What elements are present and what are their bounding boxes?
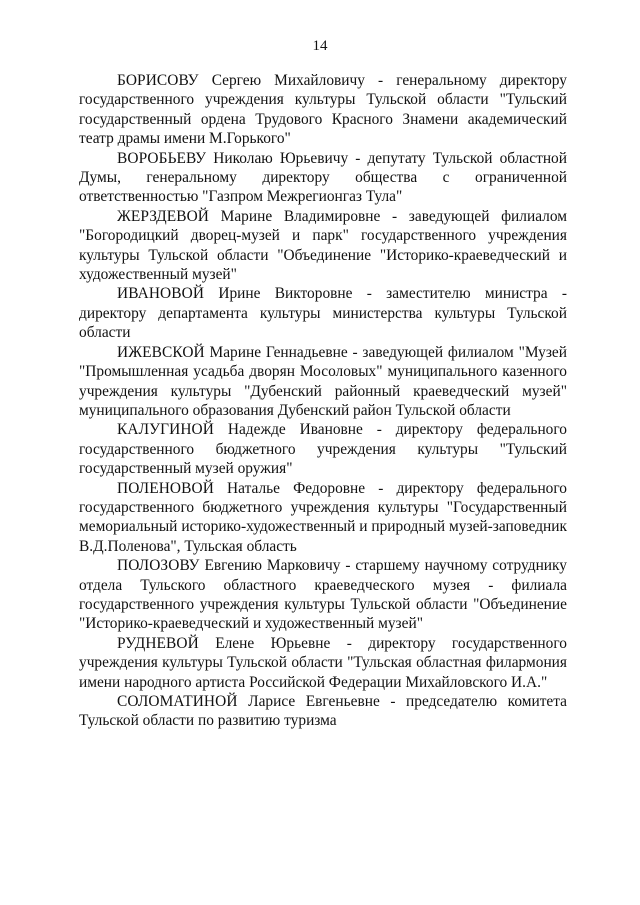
entry-text: Николаю Юрьевичу - депутату Тульской областной Думы, генеральному директору общества с ограниченной ответственностью "Газпром Межрегионгаз Тула" [79,149,567,206]
entry-surname: ИЖЕВСКОЙ [117,343,205,361]
entry-surname: ПОЛОЗОВУ [117,557,200,575]
entry-text: Ирине Викторовне - заместителю министра - директору департамента культуры министерства культуры Тульской области [79,285,567,342]
list-item [79,207,567,285]
entry-text: Наталье Федоровне - директору федерального государственного бюджетного учреждения культуры "Государственный мемориальный историко-художественный и природный музей-заповедник В.Д.Поленова", Тульская область [79,479,567,555]
list-item [79,556,567,634]
entry-text: Елене Юрьевне - директору государственного учреждения культуры Тульской области "Тульская областная филармония имени народного артиста Российской Федерации Михайловского И.А." [79,634,567,691]
entry-surname: ИВАНОВОЙ [117,285,205,303]
entry-text: Евгению Марковичу - старшему научному сотруднику отдела Тульского областного краеведческого музея - филиала государственного учреждения культуры Тульской области "Объединение "Историко-краеведческий и художественный музей" [79,557,567,633]
list-item [79,71,567,149]
page-number: 14 [312,38,328,54]
entry-surname: ЖЕРЗДЕВОЙ [117,207,210,225]
entry-text: Марине Геннадьевне - заведующей филиалом "Музей "Промышленная усадьба дворян Мосоловых" муниципального казенного учреждения культуры "Дубенский районный краеведческий музей" муниципального образования Дубенский район Тульской области [79,343,567,419]
entry-surname: РУДНЕВОЙ [117,634,199,652]
list-item [79,479,567,557]
list-item [79,343,567,421]
entry-text: Надежде Ивановне - директору федерального государственного бюджетного учреждения культуры "Тульский государственный музей оружия" [79,421,567,478]
entry-surname: ВОРОБЬЕВУ [117,149,207,167]
entry-text: Ларисе Евгеньевне - председателю комитета Тульской области по развитию туризма [79,693,567,730]
entry-text: Марине Владимировне - заведующей филиалом "Богородицкий дворец-музей и парк" государственного учреждения культуры Тульской области "Объединение "Историко-краеведческий и художественный музей" [79,207,567,284]
award-list [79,71,567,731]
list-item [79,284,567,342]
entry-surname: СОЛОМАТИНОЙ [117,693,238,710]
list-item [79,420,567,478]
list-item [79,634,567,692]
entry-surname: ПОЛЕНОВОЙ [117,479,214,497]
list-item [79,149,567,207]
entry-surname: КАЛУГИНОЙ [117,421,214,439]
entry-surname: БОРИСОВУ [117,72,199,89]
entry-text: Сергею Михайловичу - генеральному директору государственного учреждения культуры Тульской области "Тульский государственный ордена Трудового Красного Знамени академический театр драмы имени М.Горького" [79,72,567,148]
list-item [79,692,567,731]
